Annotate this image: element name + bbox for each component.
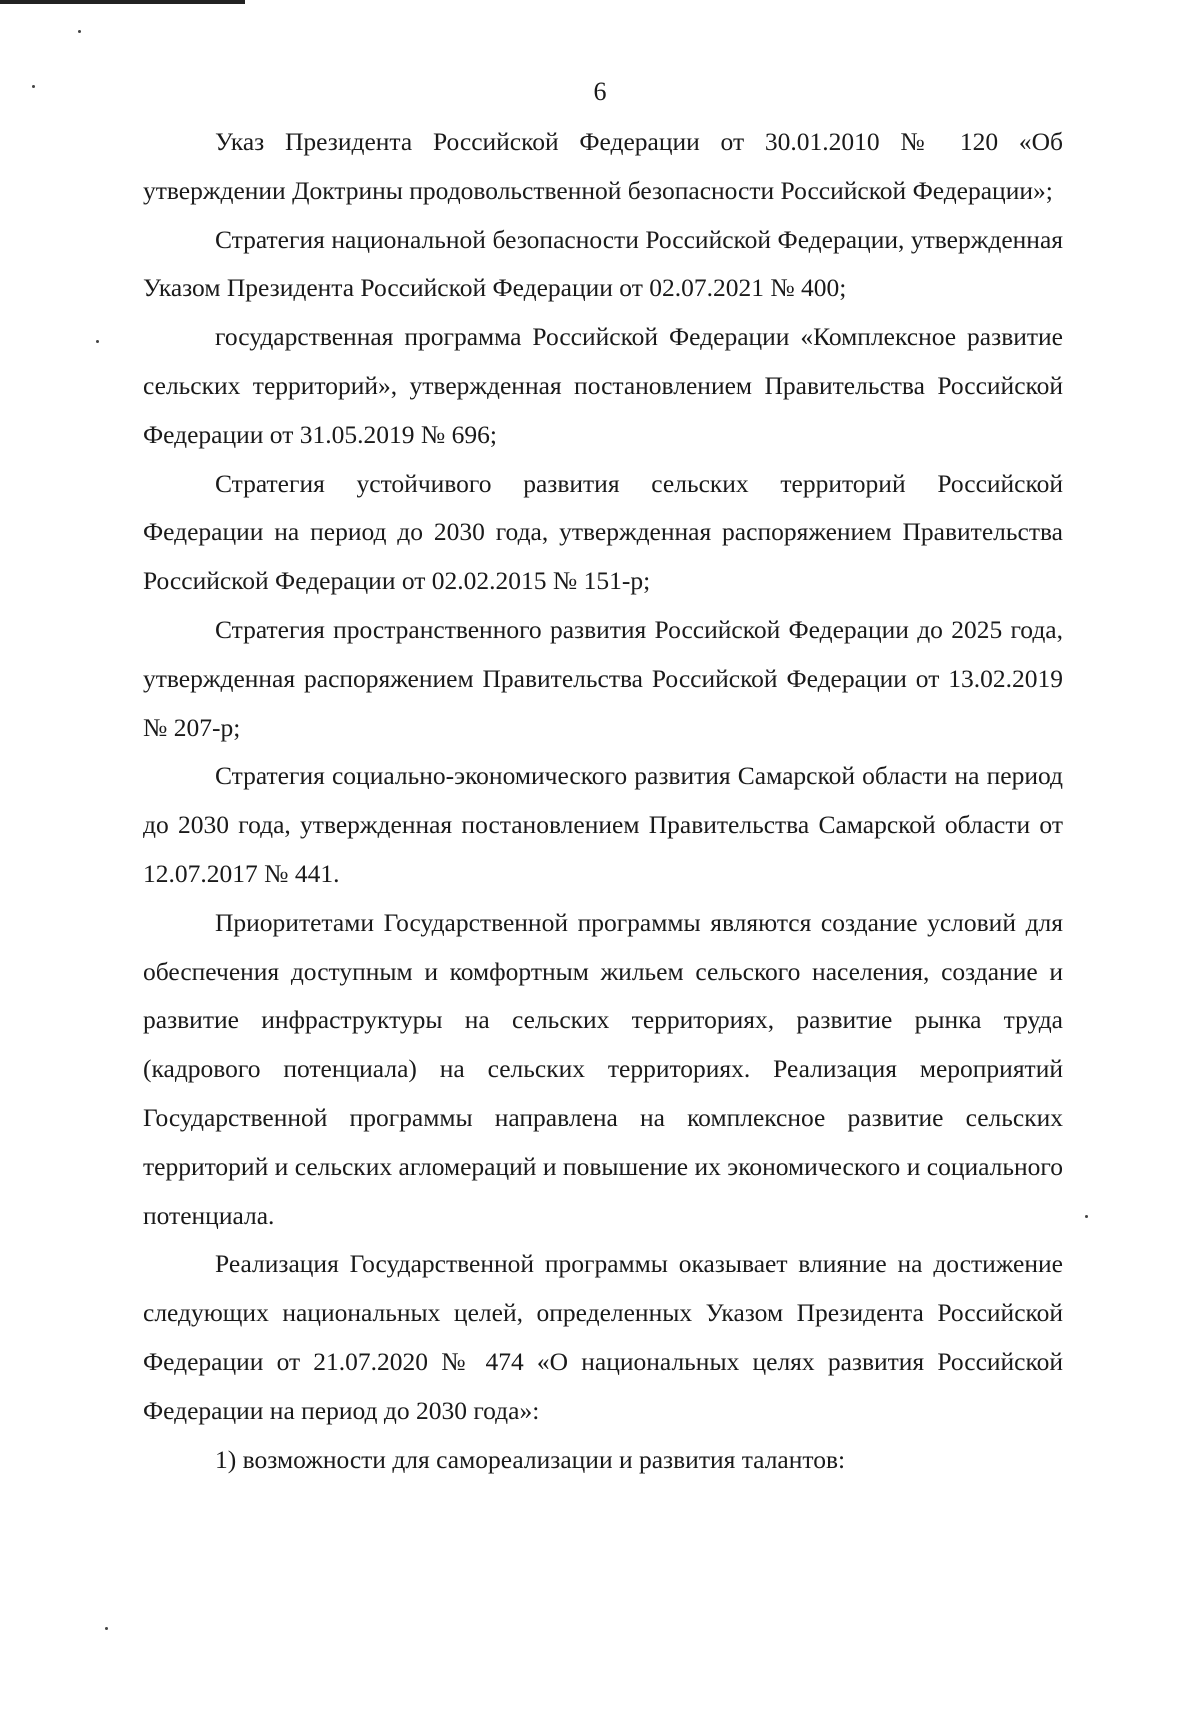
paragraph-samara-strategy: Стратегия социально-экономического развития Самарской области на период до 2030 года, утвержденная постановлением Правительства Самарской области от 12.07.2017 № 441. [143,761,1063,888]
paragraph-spatial-development-strategy: Стратегия пространственного развития Российской Федерации до 2025 года, утвержденная распоряжением Правительства Российской Федерации от 13.02.2019 № 207-р; [143,614,1063,742]
paragraph-national-goals: Реализация Государственной программы оказывает влияние на достижение следующих национальных целей, определенных Указом Президента Российской Федерации от 21.07.2020 № 474 «О национальных целях развития Российской Федерации на период до 2030 года»: [143,1249,1063,1425]
page-number: 6 [593,77,607,106]
list-item-self-realization: 1) возможности для самореализации и развития талантов: [215,1444,846,1474]
scan-speck [96,340,99,343]
paragraph-program-priorities: Приоритетами Государственной программы являются создание условий для обеспечения доступным и комфортным жильем сельского населения, создание и развитие инфраструктуры на сельских территориях, развитие рынка труда (кадрового потенциала) на сельских территориях. Реализация мероприятий Государственной программы направлена на комплексное развитие сельских территорий и сельских агломераций и повышение их экономического и социального потенциала. [143,907,1063,1230]
paragraph-doctrine-decree: Указ Президента Российской Федерации от 30.01.2010 № 120 «Об утверждении Доктрины продовольственной безопасности Российской Федерации»; [143,127,1063,205]
paragraph-rural-sustainability-strategy: Стратегия устойчивого развития сельских территорий Российской Федерации на период до 2030 года, утвержденная распоряжением Правительства Российской Федерации от 02.02.2015 № 151-р; [143,468,1063,596]
paragraph-national-security-strategy: Стратегия национальной безопасности Российской Федерации, утвержденная Указом Президента Российской Федерации от 02.07.2021 № 400; [143,224,1063,303]
paragraph-rural-development-program: государственная программа Российской Федерации «Комплексное развитие сельских территорий», утвержденная постановлением Правительства Российской Федерации от 31.05.2019 № 696; [143,322,1063,449]
scan-speck [78,30,81,33]
document-body [143,118,1063,1484]
scan-edge-mark [0,0,245,4]
scan-speck [1085,1215,1088,1218]
scan-speck [105,1627,108,1630]
